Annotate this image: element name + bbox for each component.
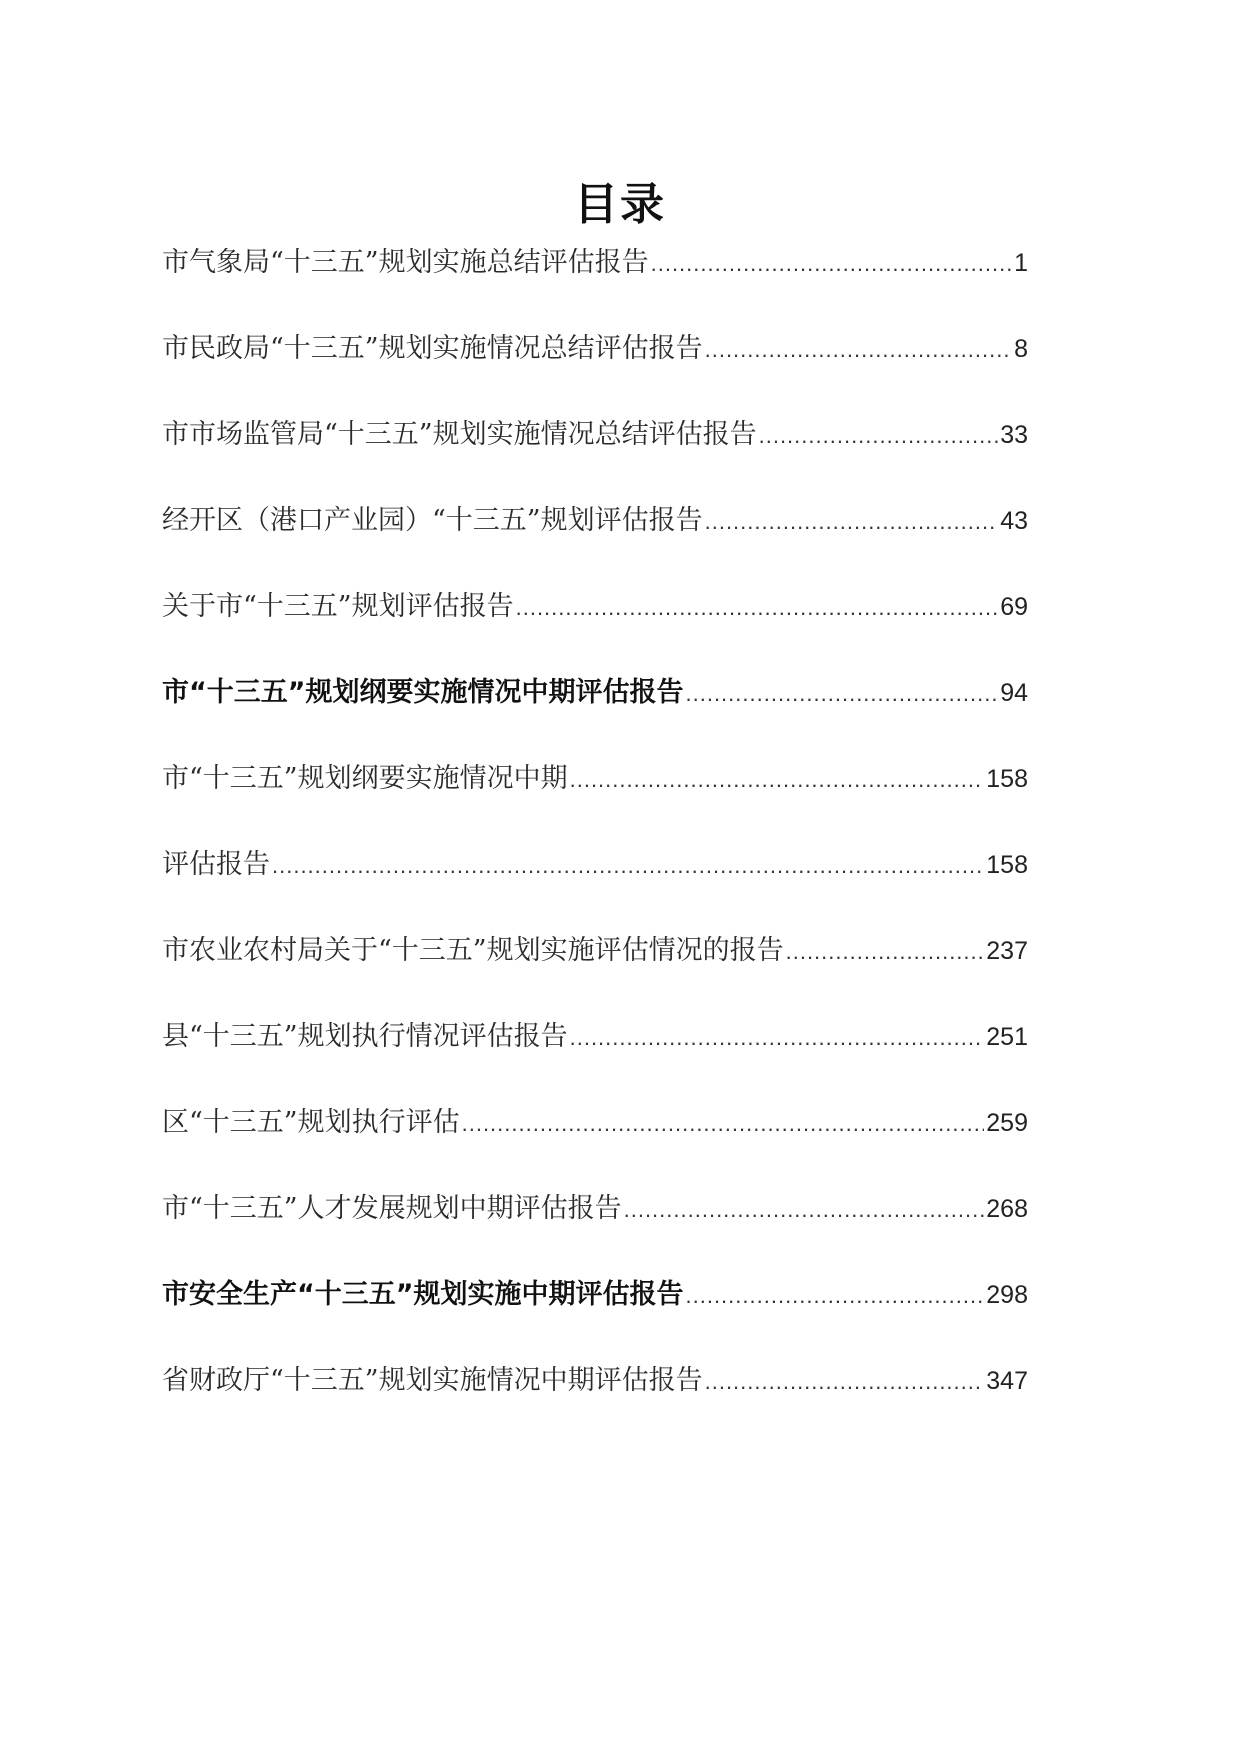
toc-entry[interactable]: [162, 1098, 1028, 1184]
toc-entry[interactable]: [162, 668, 1028, 754]
toc-entry-title: 区“十三五”规划执行评估: [162, 1107, 460, 1138]
toc-page-number: 8: [1014, 335, 1028, 363]
toc-entry-title: 市市场监管局“十三五”规划实施情况总结评估报告: [162, 419, 757, 450]
toc-page-number: 43: [1000, 507, 1028, 535]
toc-entry-title: 市安全生产“十三五”规划实施中期评估报告: [162, 1279, 684, 1310]
toc-entry[interactable]: [162, 410, 1028, 496]
toc-page-number: 158: [986, 765, 1028, 793]
toc-entry-title: 市“十三五”规划纲要实施情况中期: [162, 763, 568, 794]
toc-dot-leader: [516, 583, 999, 633]
toc-page-number: 33: [1000, 421, 1028, 449]
toc-dot-leader: [705, 325, 1012, 375]
toc-heading: 目录: [574, 179, 666, 230]
toc-entry[interactable]: [162, 926, 1028, 1012]
toc-dot-leader: [651, 239, 1012, 289]
toc-entry-title: 市农业农村局关于“十三五”规划实施评估情况的报告: [162, 935, 784, 966]
toc-entry[interactable]: [162, 582, 1028, 668]
toc-entry-title: 市气象局“十三五”规划实施总结评估报告: [162, 247, 649, 278]
toc-page-number: 268: [986, 1195, 1028, 1223]
toc-entry-title: 评估报告: [162, 849, 270, 880]
toc-entry-title: 关于市“十三五”规划评估报告: [162, 591, 514, 622]
toc-dot-leader: [570, 755, 985, 805]
toc-entry-title: 省财政厅“十三五”规划实施情况中期评估报告: [162, 1365, 703, 1396]
toc-page-number: 259: [986, 1109, 1028, 1137]
toc-dot-leader: [462, 1099, 985, 1149]
toc-page-number: 158: [986, 851, 1028, 879]
toc-page-number: 298: [986, 1281, 1028, 1309]
toc-dot-leader: [272, 841, 984, 891]
toc-page-number: 347: [986, 1367, 1028, 1395]
toc-dot-leader: [570, 1013, 985, 1063]
toc-dot-leader: [705, 497, 999, 547]
toc-page-number: 94: [1000, 679, 1028, 707]
toc-dot-leader: [759, 411, 999, 461]
toc-page-number: 251: [986, 1023, 1028, 1051]
toc-dot-leader: [705, 1357, 985, 1407]
toc-dot-leader: [624, 1185, 985, 1235]
toc-dot-leader: [786, 927, 985, 977]
toc-entry-title: 市“十三五”规划纲要实施情况中期评估报告: [162, 677, 684, 708]
toc-page-number: 237: [986, 937, 1028, 965]
toc-entry-title: 县“十三五”规划执行情况评估报告: [162, 1021, 568, 1052]
toc-entry[interactable]: [162, 840, 1028, 926]
toc-page-number: 69: [1000, 593, 1028, 621]
toc-dot-leader: [686, 669, 999, 719]
toc-page-number: 1: [1014, 249, 1028, 277]
toc-entry[interactable]: [162, 238, 1028, 324]
toc-entry[interactable]: [162, 324, 1028, 410]
toc-entry[interactable]: [162, 1184, 1028, 1270]
toc-entry[interactable]: [162, 1012, 1028, 1098]
toc-dot-leader: [686, 1271, 985, 1321]
toc-entry[interactable]: [162, 754, 1028, 840]
toc-entry-title: 市民政局“十三五”规划实施情况总结评估报告: [162, 333, 703, 364]
toc-entry-title: 市“十三五”人才发展规划中期评估报告: [162, 1193, 622, 1224]
toc-entry-title: 经开区（港口产业园）“十三五”规划评估报告: [162, 505, 703, 536]
toc-entry[interactable]: [162, 1356, 1028, 1442]
table-of-contents: [162, 238, 1028, 1442]
toc-entry[interactable]: [162, 496, 1028, 582]
toc-entry[interactable]: [162, 1270, 1028, 1356]
